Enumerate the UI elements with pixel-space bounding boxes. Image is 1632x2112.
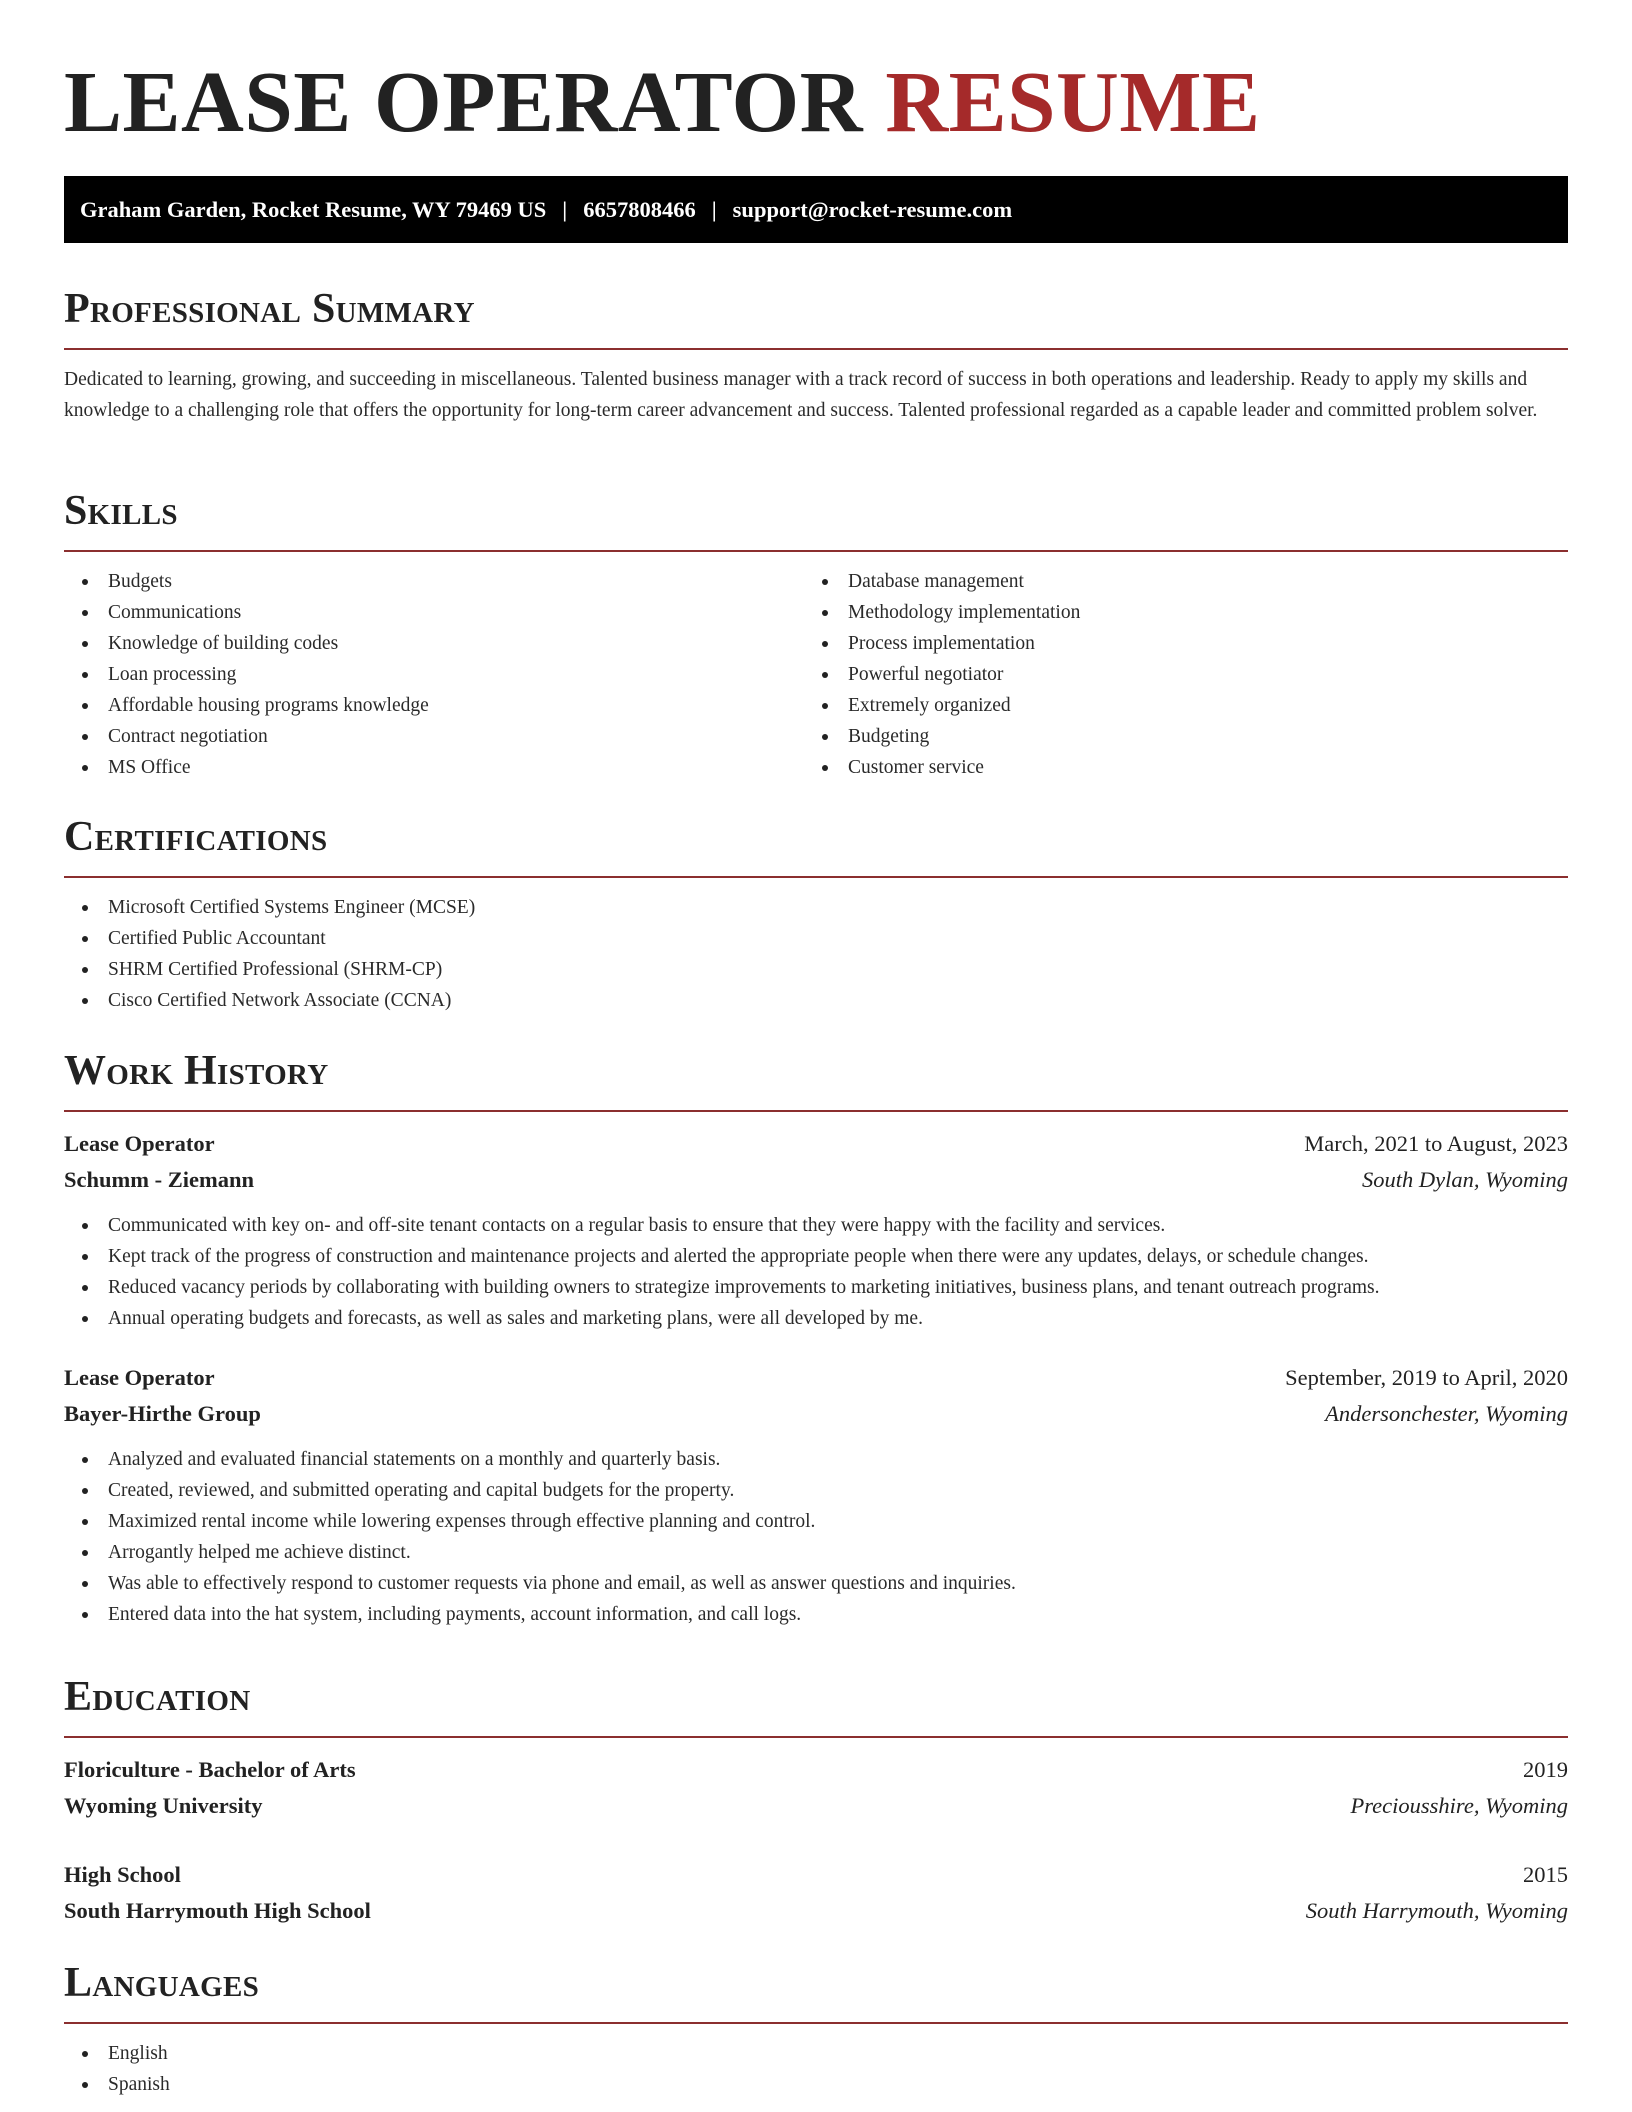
job-duties-list (64, 1210, 1568, 1334)
section-divider (64, 1736, 1568, 1738)
job-entry (64, 1126, 1568, 1334)
job-duty-item: Annual operating budgets and forecasts, as well as sales and marketing plans, were all developed by me. (64, 1303, 1568, 1334)
job-company: Bayer-Hirthe Group (64, 1401, 261, 1426)
contact-email[interactable]: support@rocket-resume.com (732, 196, 1013, 222)
certifications-section (64, 812, 1568, 1016)
contact-phone: 6657808466 (583, 196, 696, 222)
job-duty-item: Kept track of the progress of construction and maintenance projects and alerted the appropriate people when there were any updates, delays, or schedule changes. (64, 1241, 1568, 1272)
skill-item: Knowledge of building codes (64, 628, 804, 659)
languages-section (64, 1958, 1568, 2100)
education-entry (64, 1857, 1568, 1929)
job-duty-item: Maximized rental income while lowering expenses through effective planning and control. (64, 1506, 1568, 1537)
education-year: 2015 (1523, 1862, 1568, 1887)
education-degree: High School (64, 1862, 181, 1887)
skill-item: Database management (804, 566, 1544, 597)
job-duty-item: Communicated with key on- and off-site tenant contacts on a regular basis to ensure that they were happy with the facility and services. (64, 1210, 1568, 1241)
education-school: Wyoming University (64, 1793, 263, 1818)
section-divider (64, 550, 1568, 552)
job-duty-item: Analyzed and evaluated financial statements on a monthly and quarterly basis. (64, 1444, 1568, 1475)
skills-list-left (64, 566, 804, 783)
skill-item: Powerful negotiator (804, 659, 1544, 690)
section-heading: Certifications (64, 814, 328, 860)
job-duty-item: Arrogantly helped me achieve distinct. (64, 1537, 1568, 1568)
summary-section (64, 284, 1568, 426)
job-location: South Dylan, Wyoming (1361, 1167, 1568, 1192)
education-section (64, 1672, 1568, 1929)
skill-item: Extremely organized (804, 690, 1544, 721)
language-item: English (64, 2038, 1568, 2069)
section-heading: Languages (64, 1960, 260, 2006)
skill-item: MS Office (64, 752, 804, 783)
job-location: Andersonchester, Wyoming (1325, 1401, 1568, 1426)
section-heading: Professional Summary (64, 286, 475, 332)
section-heading: Skills (64, 488, 178, 534)
languages-list (64, 2038, 1568, 2100)
job-duties-list (64, 1444, 1568, 1630)
section-divider (64, 2022, 1568, 2024)
section-divider (64, 348, 1568, 350)
skill-item: Budgets (64, 566, 804, 597)
section-heading: Work History (64, 1048, 329, 1094)
education-location: South Harrymouth, Wyoming (1305, 1898, 1568, 1923)
skill-item: Communications (64, 597, 804, 628)
skill-item: Contract negotiation (64, 721, 804, 752)
work-history-section (64, 1046, 1568, 1630)
job-title: Lease Operator (64, 1131, 215, 1156)
section-heading: Education (64, 1674, 251, 1720)
job-dates: March, 2021 to August, 2023 (1304, 1131, 1568, 1156)
contact-separator: | (562, 196, 568, 222)
job-duty-item: Created, reviewed, and submitted operating and capital budgets for the property. (64, 1475, 1568, 1506)
certification-item: Cisco Certified Network Associate (CCNA) (64, 985, 1568, 1016)
education-degree: Floriculture - Bachelor of Arts (64, 1757, 356, 1782)
job-duty-item: Entered data into the hat system, including payments, account information, and call logs. (64, 1599, 1568, 1630)
job-dates: September, 2019 to April, 2020 (1285, 1365, 1568, 1390)
language-item: Spanish (64, 2069, 1568, 2100)
education-school: South Harrymouth High School (64, 1898, 371, 1923)
skill-item: Loan processing (64, 659, 804, 690)
education-year: 2019 (1523, 1757, 1568, 1782)
job-title: Lease Operator (64, 1365, 215, 1390)
certification-item: SHRM Certified Professional (SHRM-CP) (64, 954, 1568, 985)
certification-item: Certified Public Accountant (64, 923, 1568, 954)
certifications-list (64, 892, 1568, 1016)
skill-item: Customer service (804, 752, 1544, 783)
education-entry (64, 1752, 1568, 1824)
section-divider (64, 1110, 1568, 1112)
skills-section (64, 486, 1568, 783)
skill-item: Process implementation (804, 628, 1544, 659)
job-entry (64, 1360, 1568, 1630)
skill-item: Methodology implementation (804, 597, 1544, 628)
title-main: LEASE OPERATOR (64, 53, 864, 150)
contact-bar (64, 176, 1568, 243)
skill-item: Budgeting (804, 721, 1544, 752)
summary-text: Dedicated to learning, growing, and succeeding in miscellaneous. Talented business manager with a track record of success in both operations and leadership. Ready to apply my skills and knowledge to a challenging role that offers the opportunity for long-term career advancement and success. Talented professional regarded as a capable leader and committed problem solver. (64, 369, 1538, 421)
job-company: Schumm - Ziemann (64, 1167, 255, 1192)
title-accent: RESUME (885, 53, 1261, 150)
contact-separator: | (711, 196, 717, 222)
education-location: Preciousshire, Wyoming (1350, 1793, 1568, 1818)
contact-address: Graham Garden, Rocket Resume, WY 79469 US (80, 196, 547, 222)
skills-list-right (804, 566, 1544, 783)
skill-item: Affordable housing programs knowledge (64, 690, 804, 721)
job-duty-item: Reduced vacancy periods by collaborating with building owners to strategize improvements to marketing initiatives, business plans, and tenant outreach programs. (64, 1272, 1568, 1303)
certification-item: Microsoft Certified Systems Engineer (MCSE) (64, 892, 1568, 923)
job-duty-item: Was able to effectively respond to customer requests via phone and email, as well as answer questions and inquiries. (64, 1568, 1568, 1599)
section-divider (64, 876, 1568, 878)
resume-title (64, 52, 1261, 152)
